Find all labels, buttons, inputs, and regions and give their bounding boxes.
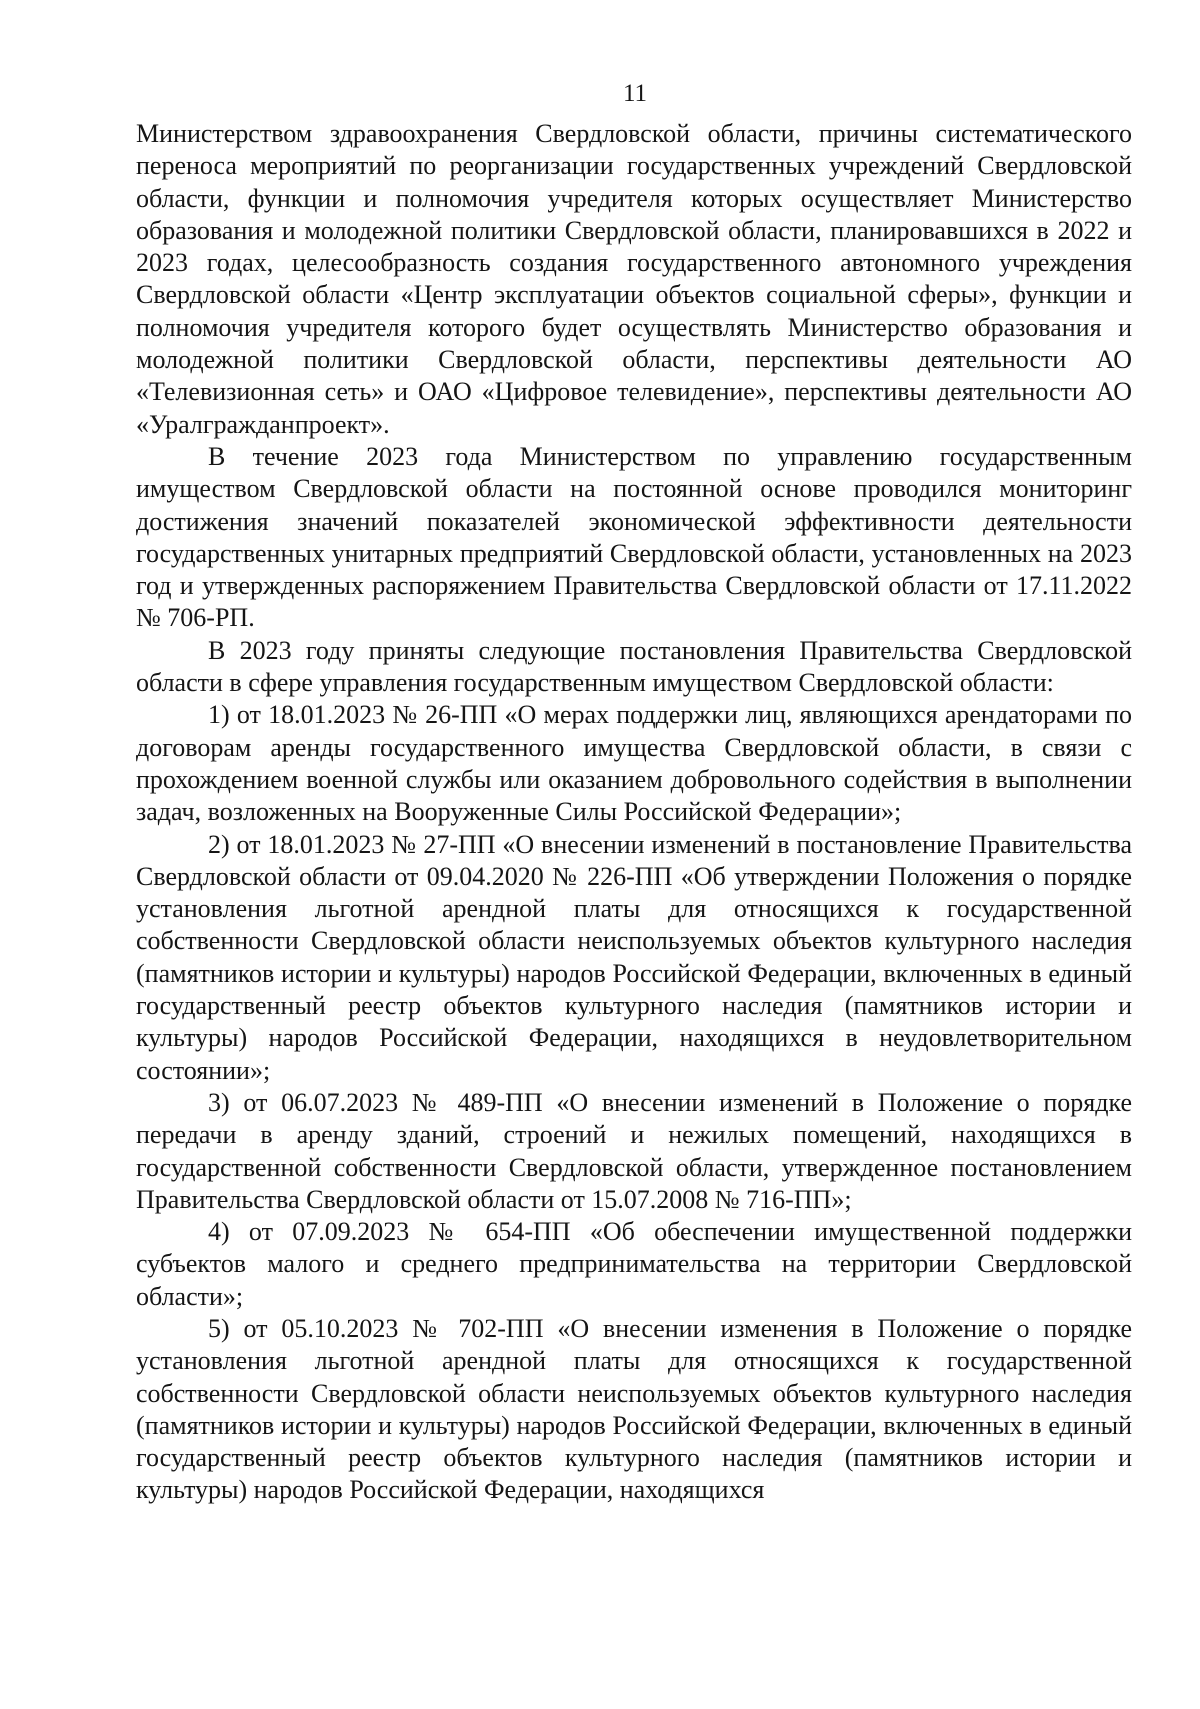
- list-item-resolution-4: 4) от 07.09.2023 № 654-ПП «Об обеспечении имущественной поддержки субъектов малого и среднего предпринимательства на территории Свердловской области»;: [136, 1217, 1132, 1311]
- document-body: [136, 118, 1132, 1507]
- paragraph-resolutions-intro: В 2023 году приняты следующие постановления Правительства Свердловской области в сфере управления государственным имуществом Свердловской области:: [136, 635, 1132, 698]
- list-item-resolution-5: 5) от 05.10.2023 № 702-ПП «О внесении изменения в Положение о порядке установления льготной арендной платы для относящихся к государственной собственности Свердловской области неиспользуемых объектов культурного наследия (памятников истории и культуры) народов Российской Федерации, включенных в единый государственный реестр объектов культурного наследия (памятников истории и культуры) народов Российской Федерации, находящихся: [136, 1313, 1132, 1505]
- list-item-resolution-1: 1) от 18.01.2023 № 26-ПП «О мерах поддержки лиц, являющихся арендаторами по договорам аренды государственного имущества Свердловской области, в связи с прохождением военной службы или оказанием добровольного содействия в выполнении задач, возложенных на Вооруженные Силы Российской Федерации»;: [136, 700, 1132, 827]
- paragraph-continuation: Министерством здравоохранения Свердловской области, причины систематического переноса мероприятий по реорганизации государственных учреждений Свердловской области, функции и полномочия учредителя которых осуществляет Министерство образования и молодежной политики Свердловской области, планировавшихся в 2022 и 2023 годах, целесообразность создания государственного автономного учреждения Свердловской области «Центр эксплуатации объектов социальной сферы», функции и полномочия учредителя которого будет осуществлять Министерство образования и молодежной политики Свердловской области, перспективы деятельности АО «Телевизионная сеть» и ОАО «Цифровое телевидение», перспективы деятельности АО «Уралгражданпроект».: [136, 119, 1132, 439]
- paragraph-monitoring: В течение 2023 года Министерством по управлению государственным имуществом Свердловской области на постоянной основе проводился мониторинг достижения значений показателей экономической эффективности деятельности государственных унитарных предприятий Свердловской области, установленных на 2023 год и утвержденных распоряжением Правительства Свердловской области от 17.11.2022 № 706-РП.: [136, 441, 1132, 633]
- list-item-resolution-2: 2) от 18.01.2023 № 27-ПП «О внесении изменений в постановление Правительства Свердловской области от 09.04.2020 № 226-ПП «Об утверждении Положения о порядке установления льготной арендной платы для относящихся к государственной собственности Свердловской области неиспользуемых объектов культурного наследия (памятников истории и культуры) народов Российской Федерации, включенных в единый государственный реестр объектов культурного наследия (памятников истории и культуры) народов Российской Федерации, находящихся в неудовлетворительном состоянии»;: [136, 829, 1132, 1085]
- list-item-resolution-3: 3) от 06.07.2023 № 489-ПП «О внесении изменений в Положение о порядке передачи в аренду зданий, строений и нежилых помещений, находящихся в государственной собственности Свердловской области, утвержденное постановлением Правительства Свердловской области от 15.07.2008 № 716-ПП»;: [136, 1087, 1132, 1214]
- page-number: 11: [622, 80, 648, 107]
